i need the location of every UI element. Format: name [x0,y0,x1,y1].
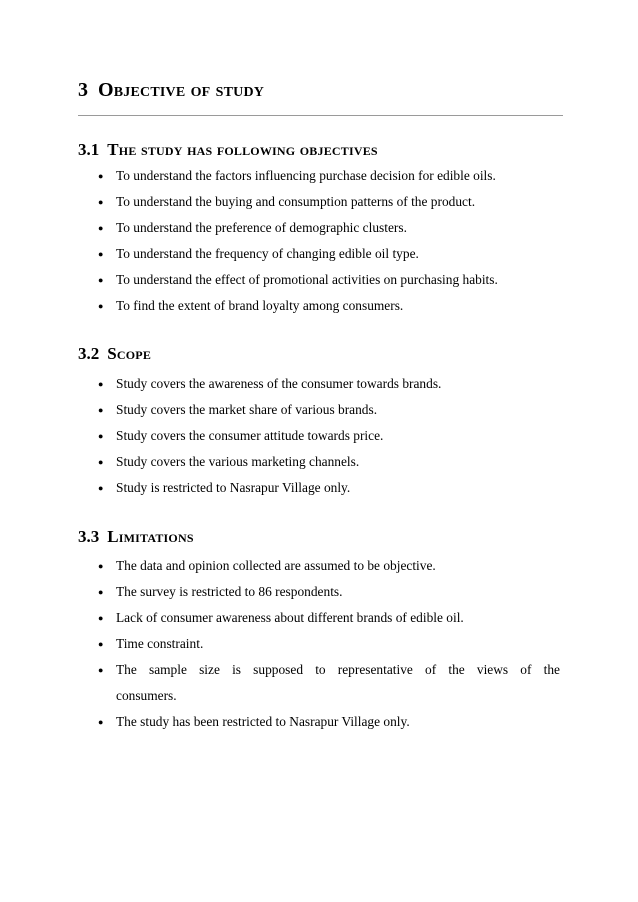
list-item: ● Study covers the consumer attitude towards price. [98,423,560,449]
section-number: 3.2 [78,344,100,363]
bullet-icon: ● [98,223,104,233]
bullet-icon: ● [98,717,104,727]
section-number: 3.1 [78,140,100,159]
bullet-icon: ● [98,613,104,623]
bullet-icon: ● [98,301,104,311]
bullet-icon: ● [98,405,104,415]
section-heading-scope [78,343,151,365]
section-title: Scope [107,344,152,363]
list-item: ● To find the extent of brand loyalty among consumers. [98,293,560,319]
list-item: ● Study covers the various marketing channels. [98,449,560,475]
bullet-icon: ● [98,197,104,207]
bullet-icon: ● [98,561,104,571]
list-item: ● Study covers the market share of various brands. [98,397,560,423]
scope-list [98,371,560,501]
list-item: ● To understand the effect of promotional activities on purchasing habits. [98,267,560,293]
limitations-list [98,553,560,735]
bullet-icon: ● [98,587,104,597]
bullet-icon: ● [98,665,104,675]
objectives-list [98,163,560,319]
list-item: ● The survey is restricted to 86 respondents. [98,579,560,605]
section-title: Limitations [107,527,194,546]
list-item: ● The study has been restricted to Nasrapur Village only. [98,709,560,735]
section-heading-limitations [78,526,194,548]
bullet-icon: ● [98,639,104,649]
chapter-heading [78,78,264,102]
list-item: ● Lack of consumer awareness about different brands of edible oil. [98,605,560,631]
section-title: The study has following objectives [107,140,378,159]
list-item: ● To understand the frequency of changing edible oil type. [98,241,560,267]
list-item: ● Study is restricted to Nasrapur Village only. [98,475,560,501]
list-item: ● To understand the preference of demographic clusters. [98,215,560,241]
section-number: 3.3 [78,527,100,546]
list-item: ● Time constraint. [98,631,560,657]
list-item: ● The data and opinion collected are assumed to be objective. [98,553,560,579]
chapter-title: Objective of study [98,79,265,101]
list-item: ● To understand the buying and consumption patterns of the product. [98,189,560,215]
bullet-icon: ● [98,275,104,285]
bullet-icon: ● [98,379,104,389]
bullet-icon: ● [98,431,104,441]
chapter-number: 3 [78,79,88,101]
section-heading-objectives [78,139,378,161]
bullet-icon: ● [98,457,104,467]
bullet-icon: ● [98,483,104,493]
list-item: ● The sample size is supposed to representative of the views of the consumers. [98,657,560,709]
heading-divider [78,115,563,116]
bullet-icon: ● [98,171,104,181]
bullet-icon: ● [98,249,104,259]
list-item: ● To understand the factors influencing purchase decision for edible oils. [98,163,560,189]
list-item: ● Study covers the awareness of the consumer towards brands. [98,371,560,397]
